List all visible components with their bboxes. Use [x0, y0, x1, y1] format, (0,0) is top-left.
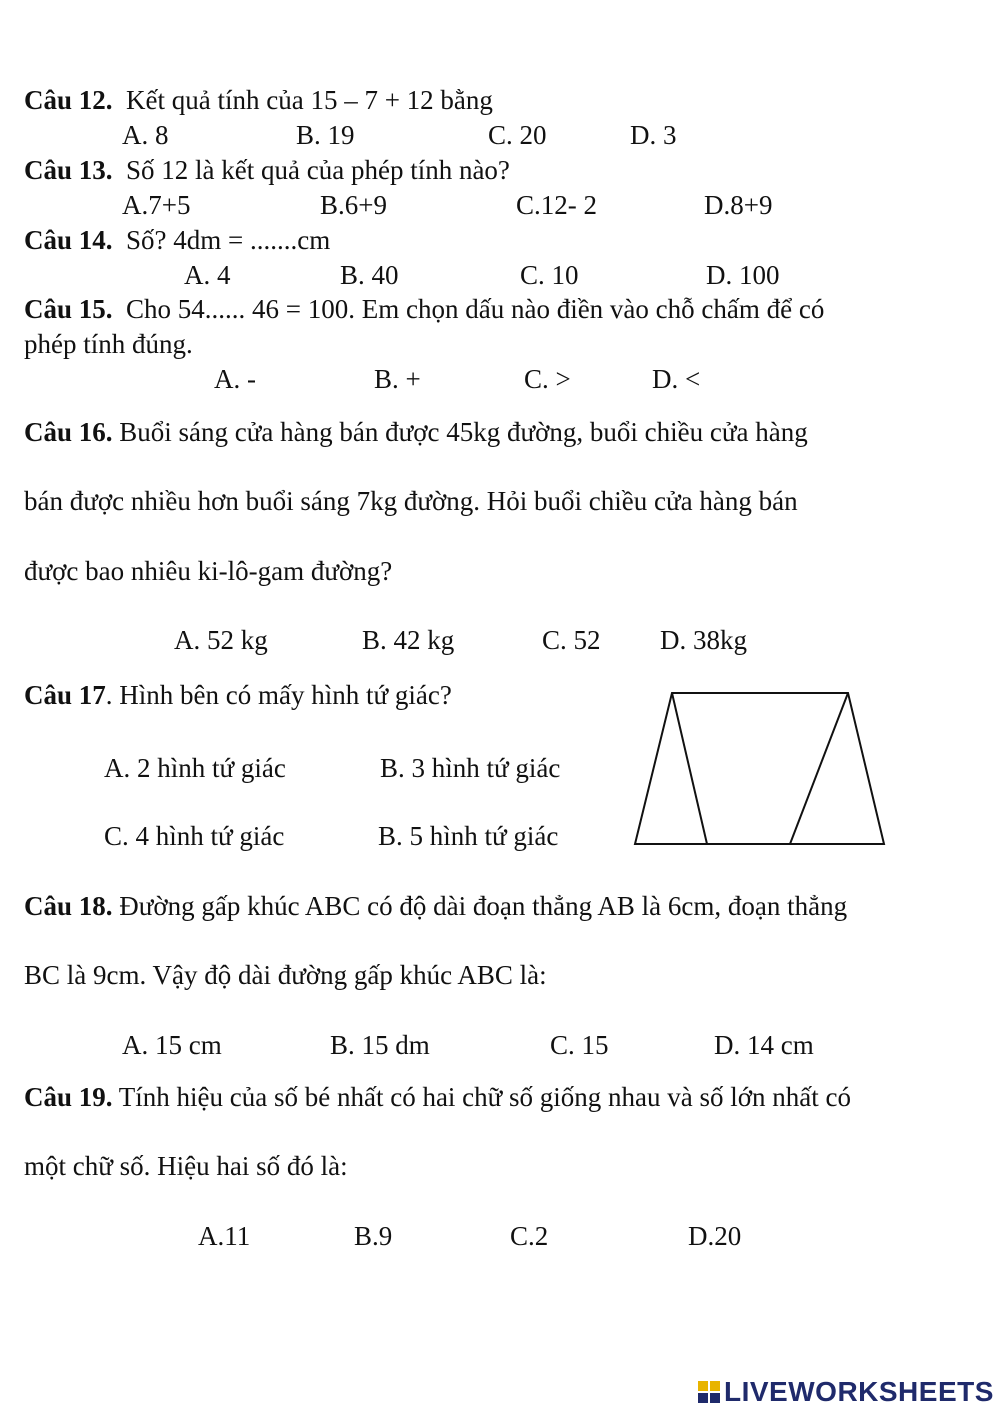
- option-b[interactable]: B.9: [354, 1221, 393, 1251]
- option-c[interactable]: C. 20: [488, 120, 547, 150]
- question-17: [24, 682, 452, 709]
- question-text-line-2: phép tính đúng.: [24, 329, 193, 359]
- liveworksheets-watermark: [698, 1378, 994, 1406]
- inner-right-segment: [790, 693, 848, 844]
- question-text: Cho 54...... 46 = 100. Em chọn dấu nào điền vào chỗ chấm để có: [126, 294, 825, 324]
- question-text-line-2: một chữ số. Hiệu hai số đó là:: [24, 1151, 348, 1181]
- question-label: Câu 14.: [24, 225, 113, 255]
- option-b[interactable]: B. 19: [296, 120, 355, 150]
- option-a[interactable]: A. -: [214, 364, 256, 394]
- question-text: Buổi sáng cửa hàng bán được 45kg đường, buổi chiều cửa hàng: [119, 417, 808, 447]
- option-b[interactable]: B. +: [374, 364, 421, 394]
- question-19: [24, 1084, 851, 1111]
- question-label: Câu 17: [24, 680, 106, 710]
- option-b[interactable]: B. 42 kg: [362, 625, 455, 655]
- question-13: [24, 157, 510, 184]
- question-label: Câu 15.: [24, 294, 113, 324]
- option-d[interactable]: D. 38kg: [660, 625, 747, 655]
- question-text: Số? 4dm = .......cm: [126, 225, 331, 255]
- question-text: Kết quả tính của 15 – 7 + 12 bằng: [126, 85, 493, 115]
- question-text-line-2: bán được nhiều hơn buổi sáng 7kg đường. Hỏi buổi chiều cửa hàng bán: [24, 486, 798, 516]
- option-a[interactable]: A. 15 cm: [122, 1030, 222, 1060]
- option-a[interactable]: A.11: [198, 1221, 251, 1251]
- option-d[interactable]: D. <: [652, 364, 701, 394]
- option-d[interactable]: D. 100: [706, 260, 780, 290]
- option-c[interactable]: C. 10: [520, 260, 579, 290]
- quadrilateral-figure: [630, 688, 892, 850]
- option-b[interactable]: B.6+9: [320, 190, 387, 220]
- option-d[interactable]: D. 3: [630, 120, 677, 150]
- question-18: [24, 893, 847, 920]
- inner-left-segment: [672, 693, 707, 844]
- option-d[interactable]: D.20: [688, 1221, 742, 1251]
- question-text: Tính hiệu của số bé nhất có hai chữ số giống nhau và số lớn nhất có: [118, 1082, 852, 1112]
- option-a[interactable]: A.7+5: [122, 190, 191, 220]
- question-text: . Hình bên có mấy hình tứ giác?: [105, 680, 452, 710]
- option-b[interactable]: B. 15 dm: [330, 1030, 430, 1060]
- liveworksheets-logo-icon: [698, 1381, 720, 1403]
- option-d[interactable]: D. 14 cm: [714, 1030, 814, 1060]
- option-c[interactable]: C. 15: [550, 1030, 609, 1060]
- option-a[interactable]: A. 52 kg: [174, 625, 268, 655]
- question-label: Câu 16.: [24, 417, 113, 447]
- option-c[interactable]: C. >: [524, 364, 571, 394]
- question-16: [24, 419, 808, 446]
- option-a[interactable]: A. 2 hình tứ giác: [104, 753, 286, 783]
- option-a[interactable]: A. 4: [184, 260, 231, 290]
- question-label: Câu 18.: [24, 891, 113, 921]
- question-label: Câu 12.: [24, 85, 113, 115]
- option-c[interactable]: C.2: [510, 1221, 549, 1251]
- option-b[interactable]: B. 40: [340, 260, 399, 290]
- watermark-text: LIVEWORKSHEETS: [724, 1376, 994, 1407]
- option-d[interactable]: B. 5 hình tứ giác: [378, 821, 559, 851]
- question-12: [24, 87, 493, 114]
- question-14: [24, 227, 330, 254]
- option-a[interactable]: A. 8: [122, 120, 169, 150]
- option-c[interactable]: C.12- 2: [516, 190, 597, 220]
- option-d[interactable]: D.8+9: [704, 190, 773, 220]
- outer-trapezoid: [635, 693, 884, 844]
- question-text-line-2: BC là 9cm. Vậy độ dài đường gấp khúc ABC là:: [24, 960, 547, 990]
- question-15: [24, 296, 824, 323]
- question-text: Số 12 là kết quả của phép tính nào?: [126, 155, 510, 185]
- question-text: Đường gấp khúc ABC có độ dài đoạn thẳng AB là 6cm, đoạn thẳng: [119, 891, 848, 921]
- option-c[interactable]: C. 52: [542, 625, 601, 655]
- option-b[interactable]: B. 3 hình tứ giác: [380, 753, 561, 783]
- question-text-line-3: được bao nhiêu ki-lô-gam đường?: [24, 556, 393, 586]
- question-label: Câu 19.: [24, 1082, 113, 1112]
- option-c[interactable]: C. 4 hình tứ giác: [104, 821, 285, 851]
- question-label: Câu 13.: [24, 155, 113, 185]
